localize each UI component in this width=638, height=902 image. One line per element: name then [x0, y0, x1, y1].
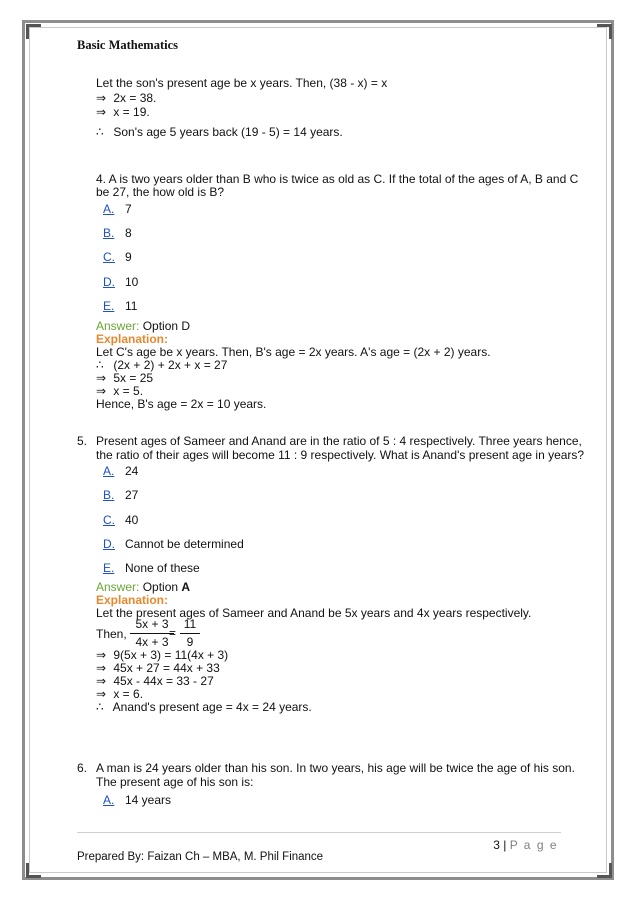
explanation-line: ⇒ 45x - 44x = 33 - 27 [96, 674, 214, 688]
option-text: 14 years [125, 793, 172, 807]
fraction-numerator: 5x + 3 [135, 617, 169, 631]
implies-icon: ⇒ [96, 674, 107, 688]
fraction-bar [180, 633, 200, 634]
answer-line [96, 319, 190, 333]
explanation-line: Let the present ages of Sameer and Anand be 5x years and 4x years respectively. [96, 606, 532, 620]
explanation-line: ⇒ 45x + 27 = 44x + 33 [96, 661, 220, 675]
fraction-numerator: 11 [183, 617, 197, 631]
explanation-label: Explanation: [96, 332, 169, 346]
option-letter-d[interactable]: D. [103, 275, 115, 289]
explanation-line: ⇒ 9(5x + 3) = 11(4x + 3) [96, 648, 229, 662]
fraction-bar [130, 633, 174, 634]
corner-ornament [26, 863, 41, 878]
implies-icon: ⇒ [96, 661, 107, 675]
corner-ornament [26, 24, 41, 39]
solution-line: ⇒ 2x = 38. [96, 91, 157, 105]
implies-icon: ⇒ [96, 687, 107, 701]
implies-icon: ⇒ [96, 91, 107, 105]
fraction-right [180, 617, 200, 649]
fraction-denominator: 4x + 3 [135, 635, 169, 649]
fraction-left [130, 617, 177, 649]
header-title: Basic Mathematics [77, 38, 179, 52]
equals-sign: = [169, 626, 177, 640]
therefore-icon: ∴ [96, 700, 104, 714]
explanation-line: ⇒ x = 6. [96, 687, 144, 701]
option-letter-d[interactable]: D. [103, 537, 115, 551]
solution-line: Let the son's present age be x years. Then, (38 - x) = x [96, 76, 388, 90]
option-text: None of these [125, 561, 200, 575]
corner-ornament [597, 863, 612, 878]
question-text: The present age of his son is: [96, 775, 254, 789]
question-number: 5. [77, 434, 88, 448]
option-letter-c[interactable]: C. [103, 250, 115, 264]
question-text: the ratio of their ages will become 11 : 9 respectively. What is Anand's present age in years? [96, 448, 585, 462]
question-text: Present ages of Sameer and Anand are in the ratio of 5 : 4 respectively. Three years hence, [96, 434, 582, 448]
corner-ornament [597, 24, 612, 39]
option-text: 7 [125, 202, 132, 216]
explanation-line: Let C's age be x years. Then, B's age = 2x years. A's age = (2x + 2) years. [96, 345, 491, 359]
solution-line: ⇒ x = 19. [96, 105, 150, 119]
footer-prepared-by: Prepared By: Faizan Ch – MBA, M. Phil Finance [77, 851, 324, 863]
question-text: A man is 24 years older than his son. In two years, his age will be twice the age of his son. [96, 761, 575, 775]
question-text: 4. A is two years older than B who is twice as old as C. If the total of the ages of A, B and C [96, 172, 579, 186]
answer-value: Option D [142, 319, 191, 333]
answer-label: Answer: [96, 319, 140, 333]
explanation-line: Hence, B's age = 2x = 10 years. [96, 397, 267, 411]
option-text: 9 [125, 250, 132, 264]
explanation-line: ⇒ 5x = 25 [96, 371, 154, 385]
therefore-icon: ∴ [96, 358, 104, 372]
implies-icon: ⇒ [96, 105, 107, 119]
answer-line [96, 580, 190, 594]
answer-value: Option [142, 580, 179, 594]
then-label: Then, [96, 627, 127, 641]
option-letter-c[interactable]: C. [103, 513, 115, 527]
question-text: be 27, the how old is B? [96, 185, 225, 199]
explanation-label: Explanation: [96, 593, 169, 607]
explanation-line: ∴ (2x + 2) + 2x + x = 27 [96, 358, 228, 372]
explanation-line: ⇒ x = 5. [96, 384, 144, 398]
explanation-line: ∴ Anand's present age = 4x = 24 years. [96, 700, 312, 714]
option-text: 27 [125, 488, 139, 502]
fraction-denominator: 9 [186, 635, 194, 649]
option-letter-e[interactable]: E. [103, 561, 115, 575]
option-letter-a[interactable]: A. [103, 793, 115, 807]
question-number: 6. [77, 761, 88, 775]
option-text: 8 [125, 226, 132, 240]
option-text: 10 [125, 275, 139, 289]
option-letter-a[interactable]: A. [103, 464, 115, 478]
option-letter-e[interactable]: E. [103, 299, 115, 313]
implies-icon: ⇒ [96, 648, 107, 662]
implies-icon: ⇒ [96, 371, 107, 385]
answer-label: Answer: [96, 580, 140, 594]
option-text: Cannot be determined [125, 537, 244, 551]
option-text: 40 [125, 513, 139, 527]
page-number: 3 | P a g e [493, 838, 558, 852]
option-letter-b[interactable]: B. [103, 226, 115, 240]
option-letter-a[interactable]: A. [103, 202, 115, 216]
option-text: 24 [125, 464, 139, 478]
implies-icon: ⇒ [96, 384, 107, 398]
solution-line: ∴ Son's age 5 years back (19 - 5) = 14 years. [96, 125, 343, 139]
footer-divider [77, 832, 561, 833]
therefore-icon: ∴ [96, 125, 104, 139]
answer-letter: A [181, 580, 191, 594]
option-text: 11 [125, 299, 138, 313]
option-letter-b[interactable]: B. [103, 488, 115, 502]
